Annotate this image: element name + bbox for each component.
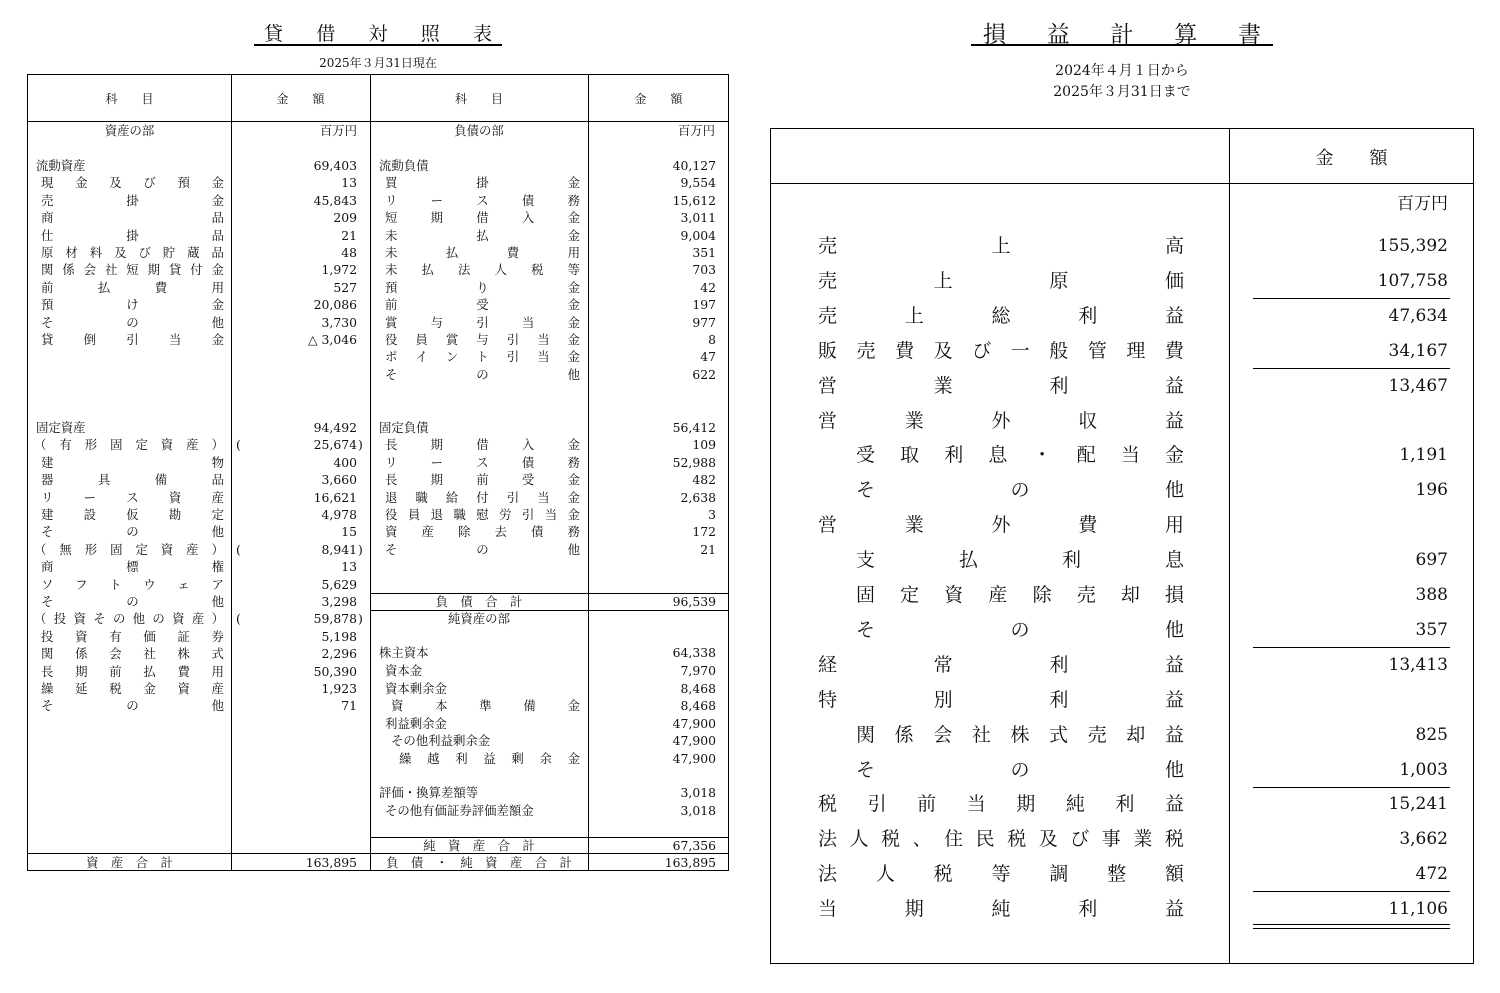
pl-row-label: 売 上 原 価 [818, 269, 1184, 292]
assets-total-label [28, 854, 231, 871]
liability-item-amount: 8 [708, 332, 716, 347]
liability-heading: 固定負債 [379, 420, 429, 435]
asset-item-amount: 1,972 [321, 262, 357, 278]
asset-item-label: そ の 他 [41, 314, 224, 330]
pl-row-label: そ の 他 [856, 758, 1184, 781]
subtotal-rule [1253, 298, 1450, 299]
liabilities-total-label [370, 593, 588, 610]
liability-item-label: 未 払 費 用 [385, 245, 580, 260]
paren-open: ( [236, 437, 241, 453]
liability-item-amount: 56,412 [672, 420, 716, 435]
net-asset-item-label: 資本剰余金 [385, 681, 447, 696]
pl-row-amount: 13,413 [1388, 654, 1448, 675]
liability-item-label: 役 員 退 職 慰 労 引 当 金 [385, 507, 580, 522]
pl-row-amount: 3,662 [1399, 829, 1448, 850]
asset-item-label: 建 物 [41, 454, 224, 470]
paren-open: ( [236, 541, 241, 557]
asset-item-label: 投 資 有 価 証 券 [41, 628, 224, 644]
liability-item-amount: 622 [692, 366, 716, 382]
pl-row-amount: 357 [1415, 619, 1448, 640]
balance-sheet-table [27, 74, 729, 871]
net-asset-item-label: 資 本 準 備 金 [391, 698, 580, 713]
title-char: 損 [983, 21, 1006, 48]
liability-item-label: 退 職 給 付 引 当 金 [385, 489, 580, 505]
asset-item-label: 預 け 金 [41, 297, 224, 313]
pl-row-amount: 697 [1415, 550, 1448, 571]
pl-row-amount: 1,003 [1399, 759, 1448, 780]
income-statement-period [1000, 61, 1244, 103]
pl-row-amount: 13,467 [1388, 375, 1448, 396]
liability-item-label: 資 産 除 去 債 務 [385, 524, 580, 540]
asset-item-amount: 13 [341, 559, 357, 575]
asset-group-label: （ 無 形 固 定 資 産 ） [34, 541, 224, 557]
asset-item-label: 売 掛 金 [41, 192, 224, 208]
liability-item-label: そ の 他 [385, 541, 580, 557]
asset-item-amount: 527 [333, 279, 357, 295]
liability-item-label: 未 払 法 人 税 等 [385, 262, 580, 278]
asset-item-label: そ の 他 [41, 698, 224, 714]
net-asset-item-label: 繰 越 利 益 剰 余 金 [399, 751, 580, 766]
liability-item-label: 預 り 金 [385, 279, 580, 295]
unit-label: 百万円 [319, 123, 357, 138]
pl-row-amount: 155,392 [1377, 236, 1448, 256]
net-assets-total-amount: 67,356 [672, 838, 716, 853]
total-label-text: 純 資 産 合 計 [423, 838, 535, 853]
title-char: 益 [1046, 21, 1070, 48]
pl-row-label: 営 業 利 益 [818, 374, 1184, 397]
liability-item-label: そ の 他 [385, 366, 580, 382]
net-asset-item-amount: 3,018 [680, 785, 716, 800]
liability-item-label: 短 期 借 入 金 [385, 210, 580, 226]
paren-close: ) [358, 611, 363, 627]
total-double-rule [1253, 928, 1450, 929]
asset-item-amount: 13 [341, 175, 357, 191]
liability-item-label: ポ イ ン ト 引 当 金 [385, 349, 580, 365]
pl-row-amount: 47,634 [1388, 305, 1448, 326]
liability-item-label: リ ー ス 債 務 [385, 454, 580, 470]
liability-item-amount: 21 [700, 541, 716, 557]
subtotal-rule [1253, 891, 1450, 892]
liability-item-amount: 703 [692, 262, 716, 278]
asset-item-label: 器 具 備 品 [41, 472, 224, 488]
asset-item-label: 原 材 料 及 び 貯 蔵 品 [41, 245, 224, 260]
title-char: 書 [1238, 21, 1261, 48]
liability-item-label: 賞 与 引 当 金 [385, 314, 580, 330]
net-asset-item-amount: 7,970 [680, 663, 716, 678]
asset-item-amount: 3,298 [321, 594, 357, 609]
liability-item-label: 長 期 借 入 金 [385, 437, 580, 453]
net-asset-item-label: 利益剰余金 [385, 716, 447, 731]
asset-item-amount: 45,843 [313, 192, 357, 208]
pl-row-label: 受 取 利 息 ・ 配 当 金 [856, 444, 1184, 467]
asset-heading: 流動資産 [36, 158, 86, 173]
liability-item-amount: 197 [692, 297, 716, 313]
asset-item-label: 長 期 前 払 費 用 [41, 663, 224, 679]
pl-row-label: そ の 他 [856, 618, 1184, 641]
net-assets-total-label [370, 837, 588, 854]
pl-row-label: 税 引 前 当 期 純 利 益 [818, 793, 1184, 816]
liabilities-total-amount: 96,539 [672, 594, 716, 609]
asset-item-amount: 21 [341, 227, 357, 243]
asset-item-amount: 4,978 [321, 507, 357, 522]
asset-item-label: リ ー ス 資 産 [41, 489, 224, 505]
asset-item-amount: 16,621 [313, 489, 357, 505]
asset-item-label: そ の 他 [41, 594, 224, 609]
asset-item-amount: 3,730 [321, 314, 357, 330]
asset-item-amount: 69,403 [313, 158, 357, 173]
asset-item-label: 関 係 会 社 短 期 貸 付 金 [41, 262, 224, 278]
title-char: 貸 [264, 22, 284, 45]
liability-item-amount: 9,004 [680, 227, 716, 243]
liability-item-label: 前 受 金 [385, 297, 580, 313]
asset-item-label: ソ フ ト ウ ェ ア [41, 576, 224, 592]
net-asset-item-amount: 3,018 [680, 803, 716, 818]
period-to: 2025年３月31日まで [1053, 84, 1191, 100]
title-char: 表 [472, 22, 492, 45]
balance-sheet-date: 2025年３月31日現在 [319, 56, 437, 70]
total-label-text: 負 債 ・ 純 資 産 合 計 [386, 855, 572, 870]
pl-row-label: 売 上 総 利 益 [818, 304, 1184, 327]
net-asset-item-label: その他有価証券評価差額金 [385, 803, 534, 818]
liability-item-amount: 40,127 [672, 158, 716, 173]
paren-close: ) [358, 541, 363, 557]
liability-item-amount: 15,612 [672, 192, 716, 208]
liability-item-amount: 52,988 [672, 454, 716, 470]
asset-item-amount: 48 [341, 245, 357, 260]
asset-item-amount: 15 [341, 524, 357, 540]
pl-row-label: 固 定 資 産 除 売 却 損 [856, 584, 1184, 606]
pl-row-label: 関 係 会 社 株 式 売 却 益 [856, 723, 1184, 746]
asset-item-label: 現 金 及 び 預 金 [41, 175, 224, 191]
liability-item-amount: 2,638 [680, 489, 716, 505]
subtotal-rule [1253, 647, 1450, 648]
pl-row-amount: 11,106 [1388, 899, 1448, 920]
asset-item-amount: 20,086 [313, 297, 357, 313]
asset-item-amount: 5,629 [321, 576, 357, 592]
net-asset-item-amount: 47,900 [672, 751, 716, 766]
liability-item-amount: 3,011 [680, 210, 716, 226]
total-double-rule [1253, 924, 1450, 925]
liability-item-label: 長 期 前 受 金 [385, 472, 580, 488]
pl-row-label: 法 人 税 等 調 整 額 [818, 863, 1184, 886]
asset-item-label: 関 係 会 社 株 式 [41, 646, 224, 662]
asset-item-label: そ の 他 [41, 524, 224, 540]
net-asset-item-amount: 8,468 [680, 698, 716, 713]
pl-row-label: 経 常 利 益 [818, 653, 1184, 676]
pl-row-amount: 825 [1415, 724, 1448, 745]
liability-item-amount: 351 [692, 245, 716, 260]
liability-item-amount: 3 [708, 507, 716, 522]
asset-item-amount: 8,941 [321, 541, 357, 557]
pl-row-amount: 472 [1415, 864, 1448, 885]
asset-item-label: 仕 掛 品 [41, 227, 224, 243]
liability-heading: 流動負債 [379, 158, 429, 173]
asset-item-amount: 59,878 [313, 611, 357, 627]
income-statement-table [770, 128, 1474, 964]
asset-item-amount: 71 [341, 698, 357, 714]
pl-row-amount: 15,241 [1388, 794, 1448, 815]
title-char: 対 [368, 22, 388, 45]
asset-item-label: 貸 倒 引 当 金 [41, 332, 224, 347]
liability-item-amount: 977 [692, 314, 716, 330]
net-asset-item-label: 資本金 [385, 663, 423, 678]
title-char: 照 [420, 22, 440, 45]
liability-item-label: 役 員 賞 与 引 当 金 [385, 332, 580, 347]
balance-sheet-title [254, 20, 502, 46]
asset-item-amount: 94,492 [313, 420, 357, 435]
asset-group-label: （ 有 形 固 定 資 産 ） [34, 437, 224, 453]
asset-item-amount: 400 [333, 454, 357, 470]
asset-group-label: （ 投 資 そ の 他 の 資 産 ） [34, 611, 224, 627]
net-asset-item-amount: 8,468 [680, 681, 716, 696]
asset-item-label: 繰 延 税 金 資 産 [41, 681, 224, 696]
asset-item-label: 商 標 権 [41, 559, 224, 575]
asset-heading: 固定資産 [36, 420, 86, 435]
pl-row-amount: 1,191 [1399, 445, 1448, 466]
unit-label: 百万円 [677, 123, 715, 138]
header-amount: 金 額 [276, 91, 325, 106]
pl-row-amount: 34,167 [1388, 340, 1448, 361]
liability-item-amount: 42 [700, 279, 716, 295]
title-char: 計 [1110, 21, 1134, 48]
liability-item-amount: 109 [692, 437, 716, 453]
pl-row-label: そ の 他 [856, 479, 1184, 502]
asset-item-amount: 1,923 [321, 681, 357, 696]
total-label-text: 資 産 合 計 [86, 855, 173, 870]
asset-item-amount: 2,296 [321, 646, 357, 662]
net-asset-item-label: その他利益剰余金 [391, 733, 491, 748]
net-assets-section-label: 純資産の部 [448, 611, 510, 626]
asset-item-amount: 25,674 [313, 437, 357, 453]
period-from: 2024年４月１日から [1055, 63, 1189, 79]
net-asset-heading: 評価・換算差額等 [379, 785, 479, 800]
liab-net-total-label [370, 854, 588, 871]
assets-section-label: 資産の部 [104, 123, 155, 138]
asset-item-label: 前 払 費 用 [41, 279, 224, 295]
pl-row-amount: 388 [1415, 585, 1448, 605]
liab-net-total-amount: 163,895 [664, 855, 716, 870]
header-amount: 金 額 [634, 91, 683, 106]
asset-item-amount: 50,390 [313, 663, 357, 679]
header-amount: 金 額 [1315, 148, 1388, 169]
divider [771, 183, 1473, 184]
unit-label: 百万円 [1397, 194, 1448, 214]
header-item: 科 目 [105, 91, 154, 106]
pl-row-amount: 107,758 [1377, 270, 1448, 291]
title-char: 借 [316, 22, 336, 45]
liability-item-label: 買 掛 金 [385, 175, 580, 191]
pl-row-label: 法 人 税 、 住 民 税 及 び 事 業 税 [818, 828, 1184, 851]
pl-row-label: 営 業 外 費 用 [818, 514, 1184, 537]
asset-item-amount: 3,660 [321, 472, 357, 488]
asset-item-label: 建 設 仮 勘 定 [41, 507, 224, 522]
liability-item-label: 未 払 金 [385, 227, 580, 243]
paren-close: ) [358, 437, 363, 453]
net-asset-item-amount: 47,900 [672, 716, 716, 731]
subtotal-rule [1253, 368, 1450, 369]
net-asset-item-amount: 47,900 [672, 733, 716, 748]
header-item: 科 目 [454, 91, 503, 106]
asset-item-amount: △ 3,046 [308, 332, 357, 347]
income-statement-title [971, 20, 1273, 46]
pl-row-label: 営 業 外 収 益 [818, 409, 1184, 432]
pl-row-label: 当 期 純 利 益 [818, 898, 1184, 921]
asset-item-label: 商 品 [41, 210, 224, 226]
liability-item-amount: 172 [692, 524, 716, 540]
net-asset-item-amount: 64,338 [672, 645, 716, 660]
liabilities-section-label: 負債の部 [454, 123, 504, 138]
liability-item-amount: 482 [692, 472, 716, 488]
liability-item-amount: 47 [700, 349, 716, 365]
title-char: 算 [1174, 21, 1198, 48]
net-asset-heading: 株主資本 [379, 645, 429, 660]
assets-total-amount: 163,895 [305, 855, 357, 870]
pl-row-label: 売 上 高 [818, 235, 1184, 257]
divider [370, 75, 371, 870]
asset-item-amount: 209 [333, 210, 357, 226]
pl-row-label: 支 払 利 息 [856, 549, 1184, 572]
liability-item-label: リ ー ス 債 務 [385, 192, 580, 208]
pl-row-label: 特 別 利 益 [818, 688, 1184, 711]
pl-row-label: 販 売 費 及 び 一 般 管 理 費 [818, 339, 1184, 362]
subtotal-rule [1253, 787, 1450, 788]
paren-open: ( [236, 611, 241, 627]
pl-row-amount: 196 [1415, 480, 1448, 501]
total-label-text: 負 債 合 計 [435, 594, 523, 609]
liability-item-amount: 9,554 [680, 175, 716, 191]
asset-item-amount: 5,198 [321, 628, 357, 644]
